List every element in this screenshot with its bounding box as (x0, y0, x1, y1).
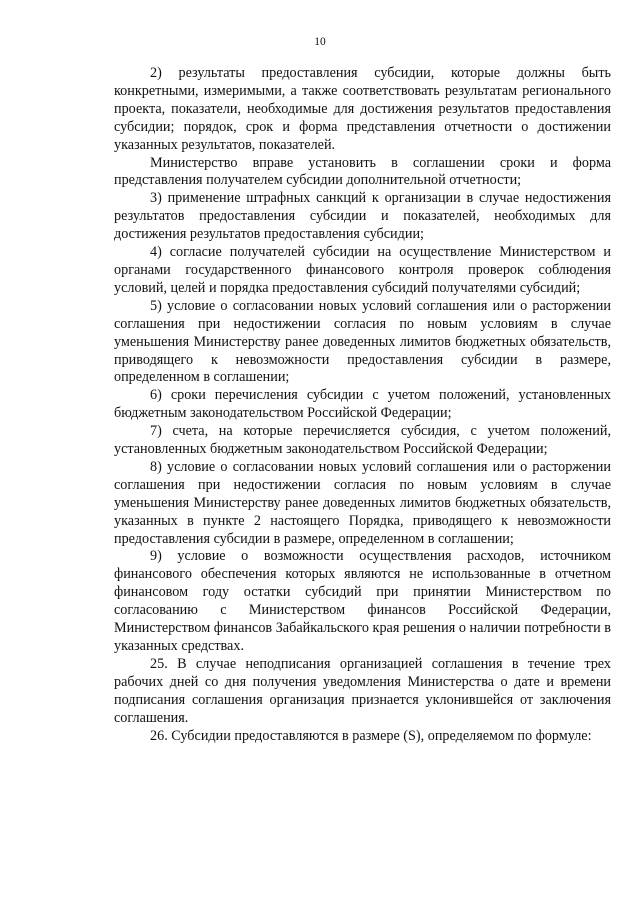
paragraph-item-8-agreement-terms: 8) условие о согласовании новых условий соглашения или о расторжении соглашения при недостижении согласия по новым условиям в случае уменьшения Министерству ранее доведенных лимитов бюджетных обязательств, указанных в пункте 2 настоящего Порядка, приводящего к невозможности предоставления субсидии в размере, определенном в соглашении; (114, 458, 611, 547)
paragraph-item-4-consent: 4) согласие получателей субсидии на осуществление Министерством и органами государственного финансового контроля проверок соблюдения условий, целей и порядка предоставления субсидий получателями субсидий; (114, 244, 611, 296)
paragraph-item-5-agreement-terms: 5) условие о согласовании новых условий соглашения или о расторжении соглашения при недостижении согласия по новым условиям в случае уменьшения Министерству ранее доведенных лимитов бюджетных обязательств, приводящего к невозможности предоставления субсидии в размере, определенном в соглашении; (114, 297, 611, 386)
paragraph-ministry-reporting: Министерство вправе установить в соглашении сроки и форма представления получателем субсидии дополнительной отчетности; (114, 154, 611, 189)
paragraph-item-9-expenses: 9) условие о возможности осуществления расходов, источником финансового обеспечения которых являются не использованные в отчетном финансовом году остатки субсидий при принятии Министерством по согласованию с Министерством финансов Российской Федерации, Министерством финансов Забайкальского края решения о наличии потребности в указанных средствах. (114, 548, 611, 654)
paragraph-item-6-transfer-terms: 6) сроки перечисления субсидии с учетом положений, установленных бюджетным законодательством Российской Федерации; (114, 387, 611, 422)
paragraph-item-3-penalties: 3) применение штрафных санкций к организации в случае недостижения результатов предоставления субсидии и показателей, необходимых для достижения результатов предоставления субсидии; (114, 190, 611, 243)
document-body (114, 65, 611, 745)
paragraph-item-7-accounts: 7) счета, на которые перечисляется субсидия, с учетом положений, установленных бюджетным законодательством Российской Федерации; (114, 423, 611, 458)
paragraph-item-2-results: 2) результаты предоставления субсидии, которые должны быть конкретными, измеримыми, а также соответствовать результатам регионального проекта, показатели, необходимые для достижения результатов предоставления субсидии; порядок, срок и форма представления отчетности о достижении указанных результатов, показателей. (114, 65, 611, 153)
paragraph-clause-26: 26. Субсидии предоставляются в размере (S), определяемом по формуле: (150, 727, 592, 744)
paragraph-clause-25: 25. В случае неподписания организацией соглашения в течение трех рабочих дней со дня получения уведомления Министерства о дате и времени подписания соглашения организация признается уклонившейся от заключения соглашения. (114, 655, 611, 726)
page-number: 10 (314, 36, 326, 48)
